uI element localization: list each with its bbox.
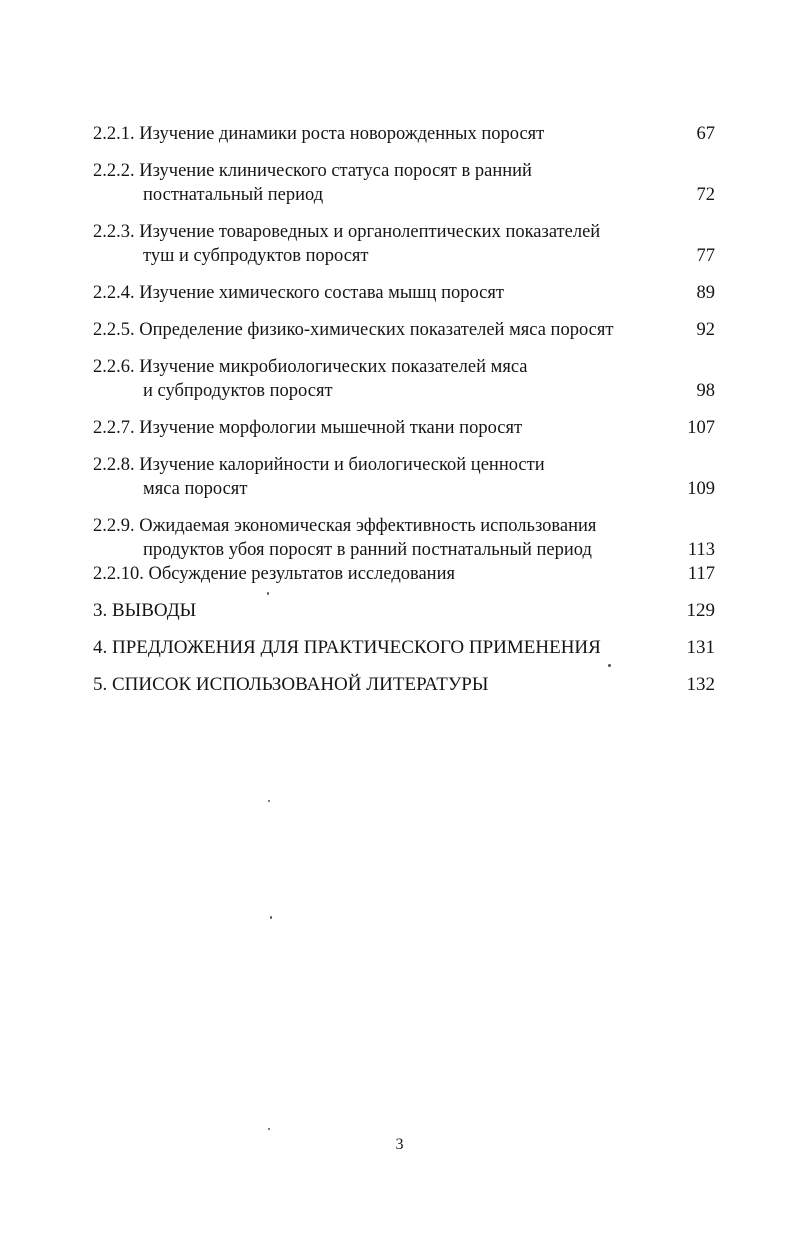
scan-speck: [268, 800, 270, 802]
toc-page-number: 129: [686, 600, 715, 621]
toc-entry-section-5: [93, 673, 723, 697]
toc-page-number: 132: [686, 674, 715, 695]
toc-entry-2-2-5: [93, 318, 723, 342]
toc-page-number: 67: [696, 124, 715, 144]
toc-entry-2-2-7: [93, 416, 723, 440]
toc-entry-2-2-2: [93, 159, 723, 207]
toc-entry-2-2-9: [93, 514, 723, 562]
toc-entry-title: 2.2.7. Изучение морфологии мышечной ткани поросят: [93, 418, 523, 438]
toc-entry-title-continuation: мяса поросят: [143, 479, 248, 499]
toc-entry-title: 2.2.2. Изучение клинического статуса поросят в ранний: [93, 161, 532, 181]
toc-entry-title-continuation: и субпродуктов поросят: [143, 381, 333, 401]
toc-entry-2-2-6: [93, 355, 723, 403]
toc-entry-title: 3. ВЫВОДЫ: [93, 600, 197, 621]
scan-speck: [270, 916, 272, 919]
toc-page-number: 77: [696, 246, 715, 266]
toc-entry-title-continuation: туш и субпродуктов поросят: [143, 246, 369, 266]
page-number: 3: [395, 1136, 404, 1153]
toc-page-number: 92: [696, 320, 715, 340]
toc-entry-2-2-8: [93, 453, 723, 501]
toc-entry-title: 2.2.10. Обсуждение результатов исследования: [93, 564, 455, 584]
toc-entry-2-2-4: [93, 281, 723, 305]
toc-entry-2-2-3: [93, 220, 723, 268]
table-of-contents: [93, 122, 723, 697]
toc-entry-title: 2.2.5. Определение физико-химических показателей мяса поросят: [93, 320, 614, 340]
toc-entry-2-2-10: [93, 562, 723, 586]
toc-entry-section-4: [93, 636, 723, 660]
toc-entry-title-continuation: постнатальный период: [143, 185, 324, 205]
toc-page-number: 117: [687, 564, 715, 584]
toc-entry-title: 4. ПРЕДЛОЖЕНИЯ ДЛЯ ПРАКТИЧЕСКОГО ПРИМЕНЕНИЯ: [93, 637, 601, 658]
toc-entry-title: 2.2.9. Ожидаемая экономическая эффективность использования: [93, 516, 597, 536]
toc-page-number: 72: [696, 185, 715, 205]
scan-speck: [608, 664, 611, 667]
toc-entry-title-continuation: продуктов убоя поросят в ранний постнатальный период: [143, 540, 592, 560]
toc-entry-title: 2.2.3. Изучение товароведных и органолептических показателей: [93, 222, 601, 242]
toc-entry-title: 2.2.8. Изучение калорийности и биологической ценности: [93, 455, 545, 475]
toc-page-number: 131: [686, 637, 715, 658]
scan-speck: [268, 1128, 270, 1130]
toc-page-number: 89: [696, 283, 715, 303]
toc-entry-2-2-1: [93, 122, 723, 146]
toc-page-number: 107: [687, 418, 715, 438]
toc-entry-title: 2.2.4. Изучение химического состава мышц поросят: [93, 283, 504, 303]
toc-page-number: 98: [696, 381, 715, 401]
toc-page-number: 109: [687, 479, 715, 499]
toc-entry-title: 2.2.6. Изучение микробиологических показателей мяса: [93, 357, 528, 377]
toc-entry-section-3: [93, 599, 723, 623]
toc-entry-title: 5. СПИСОК ИСПОЛЬЗОВАНОЙ ЛИТЕРАТУРЫ: [93, 674, 489, 695]
toc-page-number: 113: [687, 540, 715, 560]
scan-speck: [267, 592, 269, 595]
toc-entry-title: 2.2.1. Изучение динамики роста новорожденных поросят: [93, 124, 545, 144]
